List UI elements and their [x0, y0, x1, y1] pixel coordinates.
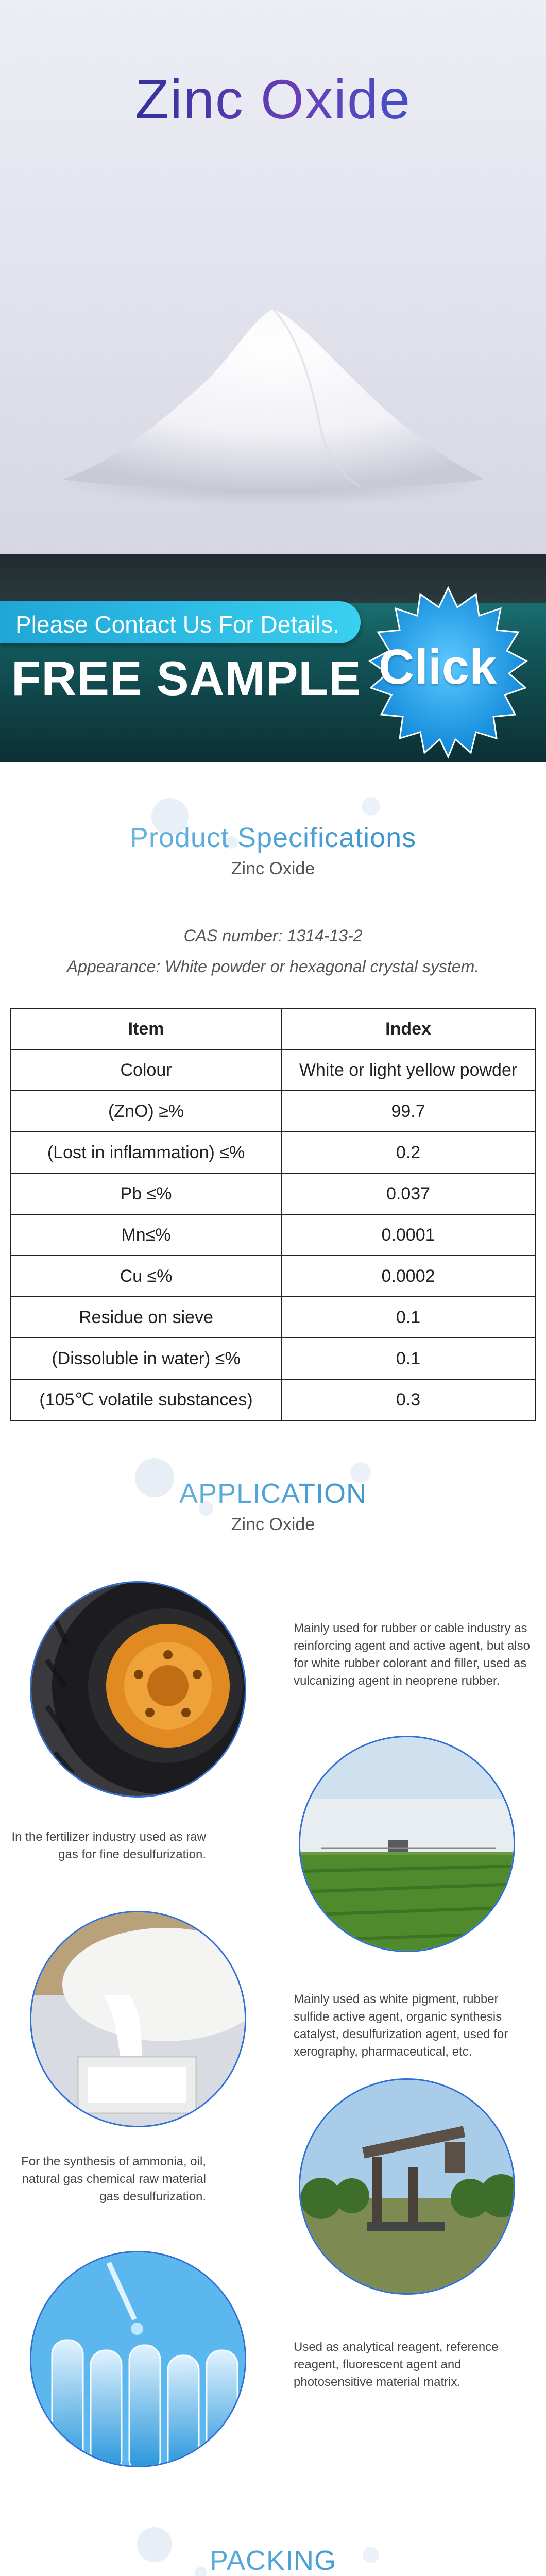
item-cell: (105℃ volatile substances) [11, 1379, 281, 1420]
specifications-table [10, 1008, 536, 1421]
index-cell: White or light yellow powder [281, 1049, 535, 1091]
application-text-1: Mainly used for rubber or cable industry as reinforcing agent and active agent, but also for white rubber colorant and filler, used as vulcanizing agent in neoprene rubber. [294, 1621, 530, 1688]
table-row [11, 1379, 535, 1420]
table-row [11, 1091, 535, 1132]
farm-field-image [299, 1736, 515, 1952]
application-grid [0, 1576, 546, 2503]
index-cell: 0.037 [281, 1173, 535, 1214]
white-pigment-image [30, 1911, 246, 2127]
contact-pill[interactable] [0, 601, 361, 643]
index-cell: 0.0001 [281, 1214, 535, 1256]
table-header-row [11, 1008, 535, 1049]
index-cell: 0.3 [281, 1379, 535, 1420]
table-row [11, 1256, 535, 1297]
item-cell: Colour [11, 1049, 281, 1091]
powder-pile-image [52, 289, 494, 505]
application-title: APPLICATION [0, 1478, 546, 1510]
application-text-2: In the fertilizer industry used as raw gas for fine desulfurization. [11, 1830, 206, 1861]
application-text-3: Mainly used as white pigment, rubber sulfide active agent, organic synthesis catalyst, desulfurization agent, used for xerography, pharmaceutical, etc. [294, 1992, 508, 2059]
index-cell: 99.7 [281, 1091, 535, 1132]
hero-title: Zinc Oxide [0, 67, 546, 131]
test-tubes-image [30, 2251, 246, 2467]
specifications-title: Product Specifications [0, 822, 546, 854]
cas-number: CAS number: 1314-13-2 [183, 926, 363, 945]
table-row [11, 1173, 535, 1214]
item-cell: Cu ≤% [11, 1256, 281, 1297]
index-cell: 0.1 [281, 1338, 535, 1379]
hero-section [0, 0, 546, 554]
application-text-5: Used as analytical reagent, reference reagent, fluorescent agent and photosensitive material matrix. [294, 2340, 499, 2389]
packing-heading [0, 2545, 546, 2576]
column-header-index: Index [281, 1008, 535, 1049]
application-text-4: For the synthesis of ammonia, oil, natural gas chemical raw material gas desulfurization. [21, 2155, 206, 2204]
index-cell: 0.1 [281, 1297, 535, 1338]
item-cell: Mn≤% [11, 1214, 281, 1256]
index-cell: 0.2 [281, 1132, 535, 1173]
free-sample-text: FREE SAMPLE [11, 651, 362, 705]
packing-section [0, 2503, 546, 2576]
specifications-section [0, 762, 546, 1421]
table-row [11, 1214, 535, 1256]
table-row [11, 1338, 535, 1379]
spec-info-block [0, 920, 546, 982]
appearance-text: Appearance: White powder or hexagonal crystal system. [66, 957, 480, 976]
application-subtitle: Zinc Oxide [231, 1515, 315, 1534]
specifications-subtitle: Zinc Oxide [231, 859, 315, 878]
application-section [0, 1421, 546, 2503]
index-cell: 0.0002 [281, 1256, 535, 1297]
column-header-item: Item [11, 1008, 281, 1049]
packing-title: PACKING [0, 2545, 546, 2576]
specifications-heading [0, 822, 546, 879]
item-cell: Residue on sieve [11, 1297, 281, 1338]
table-row [11, 1049, 535, 1091]
item-cell: Pb ≤% [11, 1173, 281, 1214]
click-button-text[interactable]: Click [379, 639, 497, 694]
item-cell: (Dissoluble in water) ≤% [11, 1338, 281, 1379]
application-heading [0, 1478, 546, 1535]
free-sample-banner[interactable] [0, 554, 546, 762]
table-row [11, 1297, 535, 1338]
tire-wheel-image [30, 1581, 246, 1798]
item-cell: (Lost in inflammation) ≤% [11, 1132, 281, 1173]
contact-text: Please Contact Us For Details. [15, 611, 339, 638]
item-cell: (ZnO) ≥% [11, 1091, 281, 1132]
table-row [11, 1132, 535, 1173]
oil-pump-image [299, 2078, 515, 2295]
